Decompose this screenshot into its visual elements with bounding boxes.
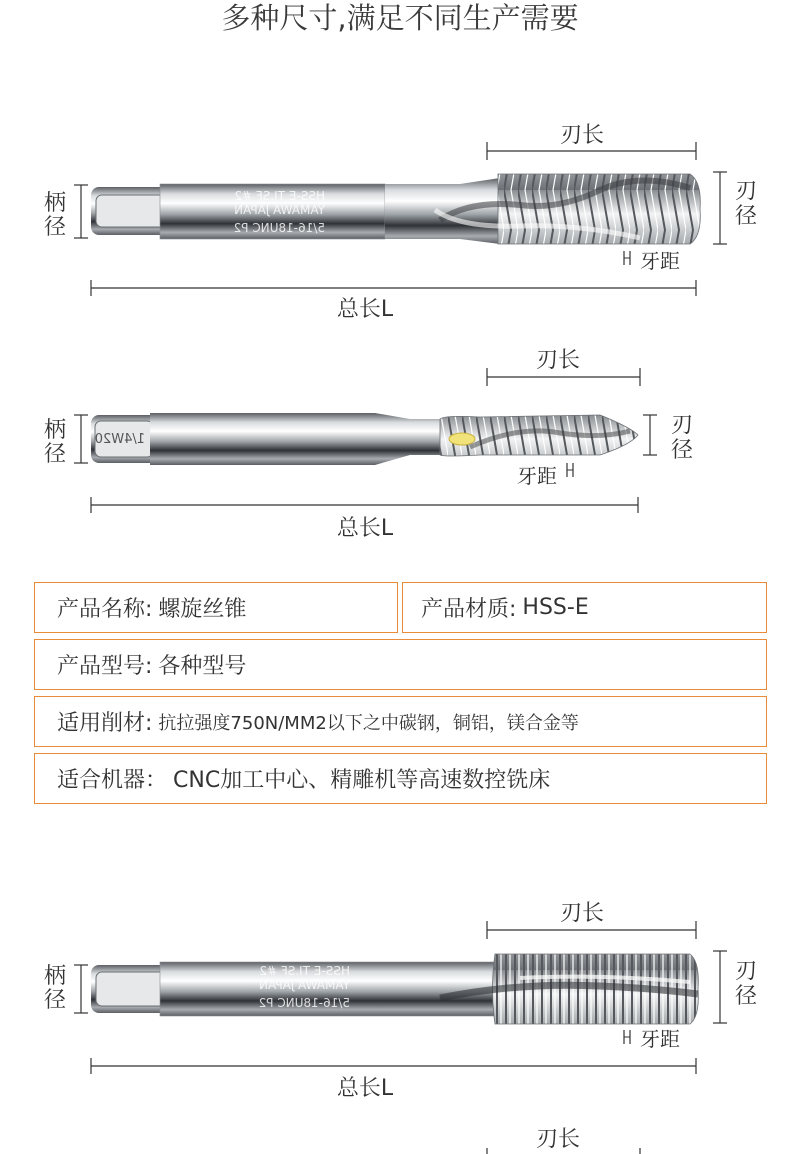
spec-name-value: 螺旋丝锥 — [158, 597, 247, 622]
shank-print-1: 1/4W20 — [94, 432, 145, 447]
shank-dia-label-2: 径 — [43, 215, 67, 240]
shank-print-2: YAMAWA JAPAN — [259, 978, 350, 992]
shank-dia-label: 柄 — [43, 191, 67, 216]
svg-text:刃: 刃 — [734, 959, 758, 984]
shank-print-3: HSS-E TI.SF #2 — [259, 964, 350, 978]
svg-text:柄: 柄 — [43, 964, 67, 989]
spec-machine-label: 适合机器： — [57, 768, 168, 793]
tap-diagram-3 — [0, 890, 800, 1110]
blade-length-label: 刃长 — [559, 901, 605, 926]
svg-text:径: 径 — [43, 988, 67, 1013]
tap-diagram-2 — [0, 335, 800, 545]
spec-model-label: 产品型号: — [57, 654, 153, 679]
svg-text:径: 径 — [734, 984, 758, 1009]
spec-application-label: 适用削材: — [57, 711, 153, 736]
shank-print-1: 5/16-18UNC P2 — [233, 221, 325, 235]
pitch-label: 牙距 — [517, 464, 557, 488]
spec-name — [34, 582, 398, 633]
blade-length-label: 刃长 — [535, 348, 581, 373]
tap-diagram-4 — [0, 1110, 800, 1154]
spec-application — [34, 696, 767, 747]
pitch-label: 牙距 — [640, 1027, 680, 1051]
total-length-label: 总长L — [336, 516, 394, 541]
page-title: 多种尺寸,满足不同生产需要 — [221, 1, 579, 35]
svg-text:径: 径 — [670, 438, 694, 463]
spec-application-value: 抗拉强度750N/MM2以下之中碳钢，铜铝，镁合金等 — [158, 712, 579, 734]
spec-machine — [34, 753, 767, 804]
spec-material — [402, 582, 767, 633]
spec-material-value: HSS-E — [522, 595, 589, 620]
thread-dia-label-2: 径 — [734, 204, 758, 229]
blade-length-label: 刃长 — [559, 123, 605, 148]
svg-text:刃: 刃 — [670, 413, 694, 438]
spec-machine-value: CNC加工中心、精雕机等高速数控铣床 — [173, 768, 551, 793]
shank-print-2: YAMAWA JAPAN — [234, 203, 325, 217]
pitch-label: 牙距 — [640, 249, 680, 273]
total-length-label: 总长L — [336, 1076, 394, 1101]
thread-dia-label: 刃 — [734, 179, 758, 204]
blade-length-label: 刃长 — [535, 1127, 581, 1152]
spec-material-label: 产品材质: — [421, 597, 517, 622]
tap-diagram-1 — [0, 110, 800, 330]
svg-text:径: 径 — [43, 442, 67, 467]
total-length-label: 总长L — [336, 297, 394, 322]
shank-print-1: 5/16-18UNC P2 — [258, 996, 350, 1010]
spec-model-value: 各种型号 — [158, 654, 247, 679]
spec-model — [34, 639, 767, 690]
shank-print-3: HSS-E TI.SF #2 — [234, 189, 325, 203]
svg-text:柄: 柄 — [43, 418, 67, 443]
spec-name-label: 产品名称: — [57, 597, 153, 622]
